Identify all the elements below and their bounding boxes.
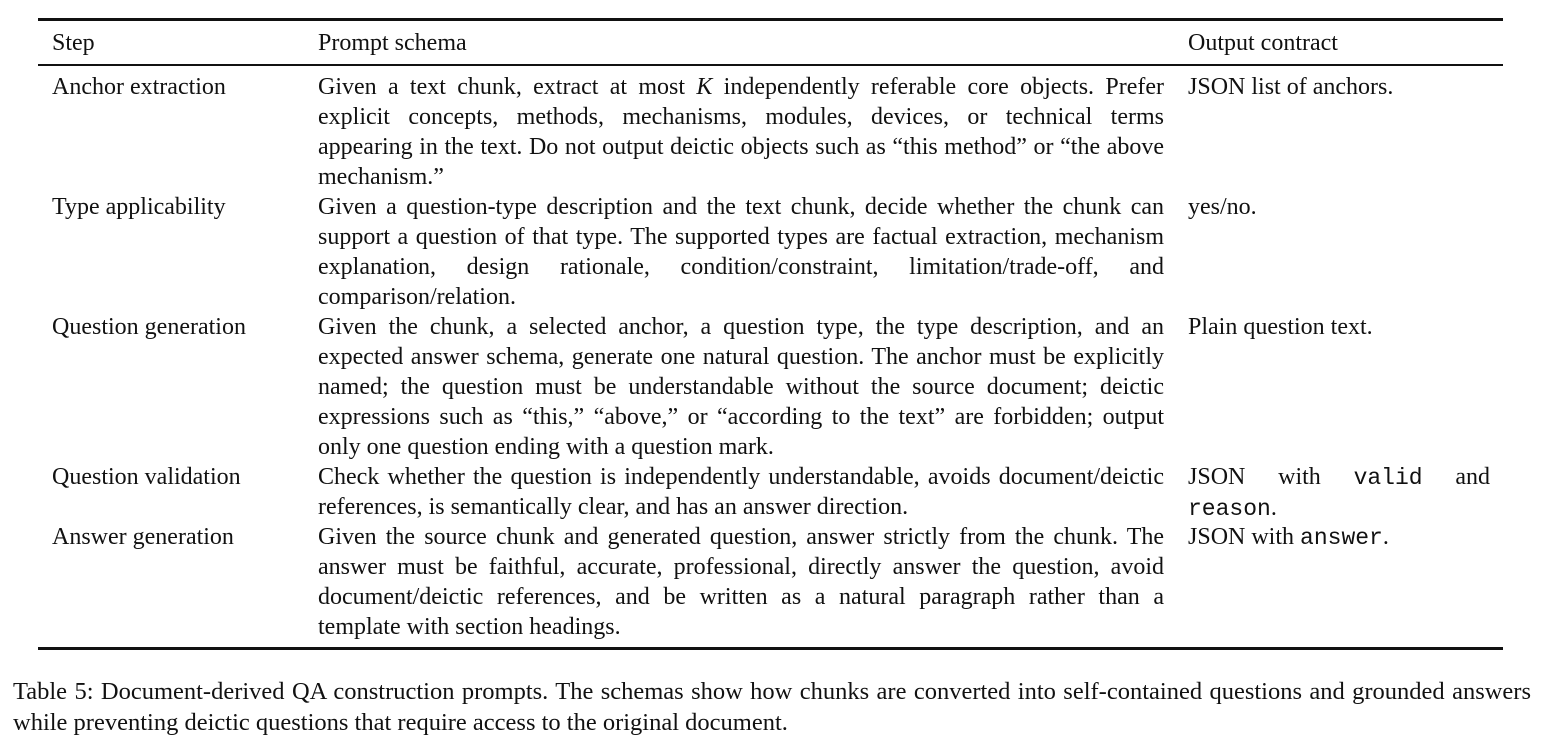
table-row [38,462,1503,522]
schema-text: Given a text chunk, extract at most [318,74,697,100]
schema-cell: Given the chunk, a selected anchor, a question type, the type description, and an expected answer schema, generate one natural question. The anchor must be explicitly named; the question must be understandable without the source document; deictic expressions such as “this,” “above,” or “according to the text” are forbidden; output only one question ending with a question mark. [318,314,1164,460]
output-cell [1188,462,1490,524]
output-cell: Plain question text. [1188,314,1373,340]
qa-prompts-table [38,21,1503,640]
table-row [38,522,1503,642]
output-code: reason [1188,496,1271,522]
table-caption: Table 5: Document-derived QA construction prompts. The schemas show how chunks are converted into self-contained questions and grounded answers while preventing deictic questions that require access to the original document. [13,678,1531,736]
schema-cell: Given a question-type description and the text chunk, decide whether the chunk can support a question of that type. The supported types are factual extraction, mechanism explanation, design rationale, condition/constraint, limitation/trade-off, and comparison/relation. [318,194,1164,310]
schema-cell [318,72,1164,192]
table-body [38,72,1503,642]
table-row [38,192,1503,312]
table-bottom-rule [38,647,1503,650]
step-cell: Type applicability [52,194,226,220]
output-cell: yes/no. [1188,194,1257,220]
table-row [38,312,1503,462]
output-text: . [1270,495,1277,521]
step-cell: Answer generation [52,524,234,550]
output-code: answer [1300,525,1383,551]
schema-cell: Check whether the question is independently understandable, avoids document/deictic references, is semantically clear, and has an answer direction. [318,464,1164,520]
table-header-row [38,21,1503,64]
schema-cell: Given the source chunk and generated question, answer strictly from the chunk. The answer must be faithful, accurate, professional, directly answer the question, avoid document/deictic references, and be written as a natural paragraph rather than a template with section headings. [318,524,1164,640]
output-text: . [1382,524,1389,550]
output-cell [1188,522,1490,553]
output-text: and [1422,464,1490,490]
step-cell: Anchor extraction [52,74,226,100]
output-cell: JSON list of anchors. [1188,74,1394,100]
schema-variable: K [696,74,713,100]
schema-text: independently referable core objects. Prefer explicit concepts, methods, mechanisms, modules, devices, or technical terms appearing in the text. Do not output deictic objects such as “this method” or “the above mechanism.” [318,74,1164,190]
output-text: JSON with [1188,524,1301,550]
header-step: Step [52,30,95,56]
step-cell: Question validation [52,464,241,490]
step-cell: Question generation [52,314,246,340]
output-code: valid [1353,465,1423,491]
table-row [38,72,1503,192]
header-prompt-schema: Prompt schema [318,30,467,56]
output-text: JSON with [1188,464,1354,490]
header-output-contract: Output contract [1188,30,1338,56]
table-header-rule [38,64,1503,66]
